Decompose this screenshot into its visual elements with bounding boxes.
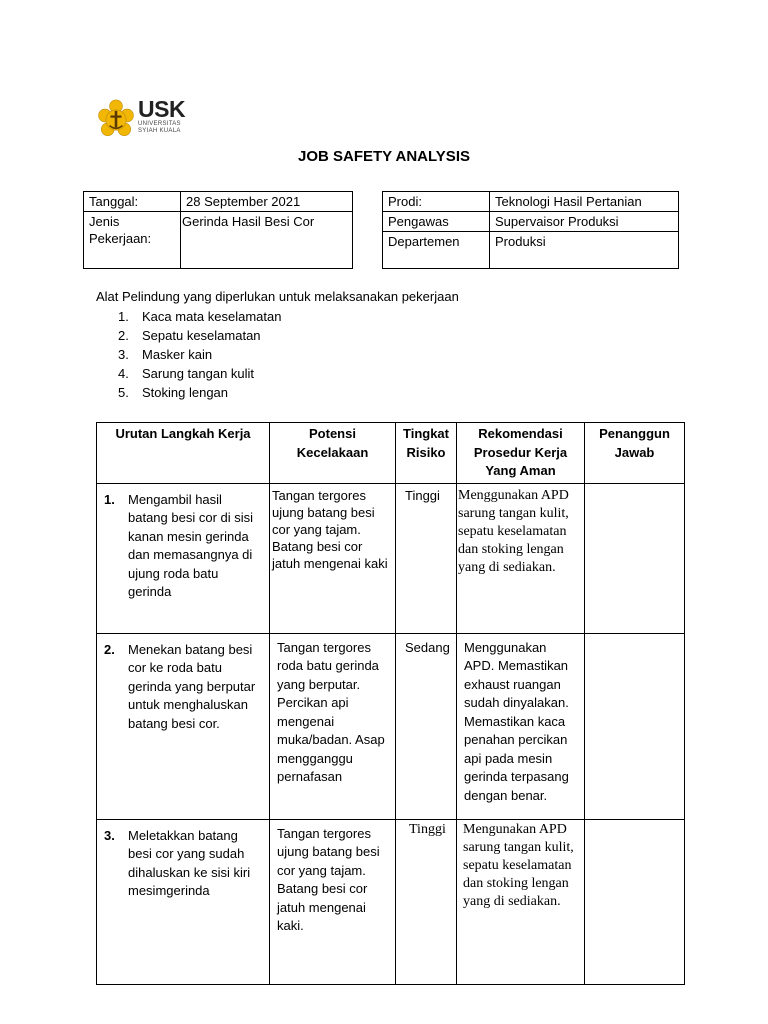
logo-subtitle-2: SYIAH KUALA xyxy=(138,128,181,134)
logo-subtitle-1: UNIVERSITAS xyxy=(138,121,181,127)
hazard-cell: Tangan tergores roda batu gerinda yang berputar. Percikan api mengenai muka/badan. Asap mengganggu pernafasan xyxy=(270,633,396,819)
tanggal-label: Tanggal: xyxy=(84,192,181,212)
header-recommendation: Rekomendasi Prosedur Kerja Yang Aman xyxy=(457,423,585,484)
step-cell: 2. Menekan batang besi cor ke roda batu gerinda yang berputar untuk menghaluskan batang besi cor. xyxy=(97,633,270,819)
jenis-pekerjaan-value: Gerinda Hasil Besi Cor xyxy=(181,212,353,269)
pengawas-value: Supervaisor Produksi xyxy=(490,212,679,232)
list-item: 1. Kaca mata keselamatan xyxy=(118,309,282,324)
departemen-label: Departemen xyxy=(383,232,490,269)
info-table-right xyxy=(382,191,679,269)
ppe-list xyxy=(118,308,281,403)
risk-cell: Sedang xyxy=(396,633,457,819)
list-item: 2. Sepatu keselamatan xyxy=(118,328,261,343)
prodi-value: Teknologi Hasil Pertanian xyxy=(490,192,679,212)
responsible-cell xyxy=(585,483,685,633)
risk-cell: Tinggi xyxy=(396,483,457,633)
step-cell: 1. Mengambil hasil batang besi cor di sisi kanan mesin gerinda dan memasangnya di ujung roda batu gerinda xyxy=(97,483,270,633)
responsible-cell xyxy=(585,819,685,984)
table-row xyxy=(97,633,685,819)
ppe-intro: Alat Pelindung yang diperlukan untuk melaksanakan pekerjaan xyxy=(96,289,459,304)
prodi-label: Prodi: xyxy=(383,192,490,212)
recommendation-cell: Menggunakan APD sarung tangan kulit, sepatu keselamatan dan stoking lengan yang di sediakan. xyxy=(457,483,585,633)
usk-logo-icon xyxy=(96,98,136,144)
pengawas-label: Pengawas xyxy=(383,212,490,232)
table-row xyxy=(97,819,685,984)
list-item: 4. Sarung tangan kulit xyxy=(118,366,255,381)
departemen-value: Produksi xyxy=(490,232,679,269)
logo-name: USK xyxy=(138,96,186,122)
table-row xyxy=(97,483,685,633)
hazard-cell: Tangan tergores ujung batang besi cor yang tajam. Batang besi cor jatuh mengenai kaki xyxy=(270,483,396,633)
info-table-left xyxy=(83,191,353,269)
jenis-pekerjaan-label: Jenis Pekerjaan: xyxy=(84,212,181,269)
table-header-row xyxy=(97,423,685,484)
hazard-cell: Tangan tergores ujung batang besi cor yang tajam. Batang besi cor jatuh mengenai kaki. xyxy=(270,819,396,984)
recommendation-cell: Mengunakan APD sarung tangan kulit, sepatu keselamatan dan stoking lengan yang di sediakan. xyxy=(457,819,585,984)
responsible-cell xyxy=(585,633,685,819)
page-title: JOB SAFETY ANALYSIS xyxy=(298,148,470,165)
header-responsible: Penanggun Jawab xyxy=(585,423,685,484)
list-item: 3. Masker kain xyxy=(118,347,213,362)
jsa-table xyxy=(96,422,685,985)
header-step: Urutan Langkah Kerja xyxy=(97,423,270,484)
tanggal-value: 28 September 2021 xyxy=(181,192,353,212)
risk-cell: Tinggi xyxy=(396,819,457,984)
list-item: 5. Stoking lengan xyxy=(118,385,229,400)
logo-text xyxy=(138,97,185,135)
header-hazard: Potensi Kecelakaan xyxy=(270,423,396,484)
recommendation-cell: Menggunakan APD. Memastikan exhaust ruangan sudah dinyalakan. Memastikan kaca penahan percikan api pada mesin gerinda terpasang dengan benar. xyxy=(457,633,585,819)
header-risk: Tingkat Risiko xyxy=(396,423,457,484)
step-cell: 3. Meletakkan batang besi cor yang sudah dihaluskan ke sisi kiri mesimgerinda xyxy=(97,819,270,984)
